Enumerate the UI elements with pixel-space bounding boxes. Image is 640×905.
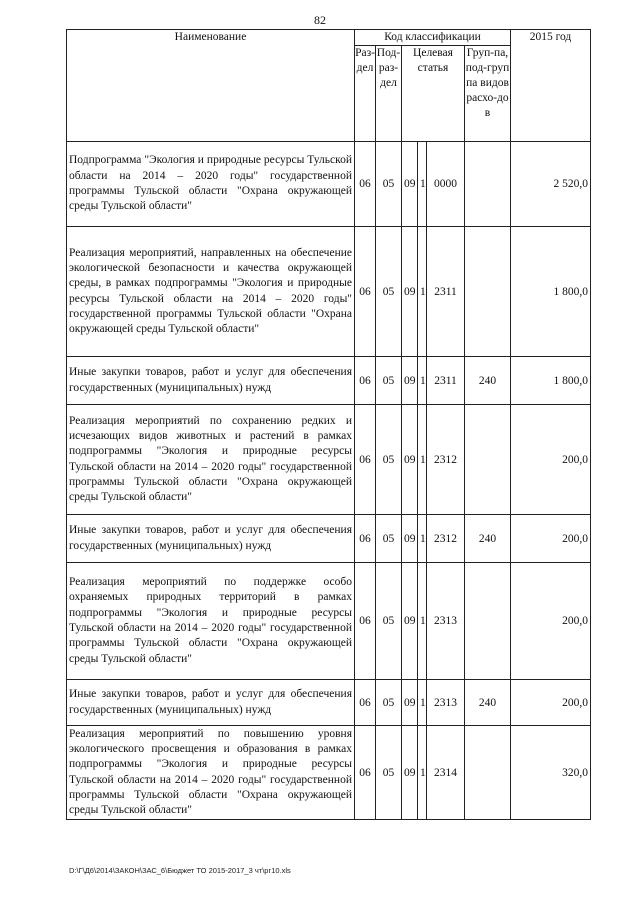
row-target-program: 09 bbox=[402, 515, 418, 563]
row-target-subprogram: 1 bbox=[418, 515, 427, 563]
header-target: Целевая статья bbox=[402, 46, 465, 142]
table-row bbox=[67, 563, 591, 680]
row-expense-group bbox=[465, 563, 511, 680]
row-name: Подпрограмма "Экология и природные ресурсы Тульской области на 2014 – 2020 годы" государственной программы Тульской области "Охрана окружающей среды Тульской области" bbox=[67, 142, 355, 227]
row-expense-group: 240 bbox=[465, 680, 511, 726]
row-amount: 200,0 bbox=[511, 405, 591, 515]
row-target-subprogram: 1 bbox=[418, 142, 427, 227]
row-target-subprogram: 1 bbox=[418, 227, 427, 357]
row-target-direction: 2312 bbox=[427, 405, 465, 515]
row-section: 06 bbox=[355, 142, 376, 227]
row-amount: 1 800,0 bbox=[511, 227, 591, 357]
row-subsection: 05 bbox=[376, 726, 402, 820]
table-row bbox=[67, 515, 591, 563]
row-target-direction: 0000 bbox=[427, 142, 465, 227]
row-name: Реализация мероприятий, направленных на обеспечение экологической безопасности и качества окружающей среды, в рамках подпрограммы "Экология и природные ресурсы Тульской области на 2014 – 2020 годы" государственной программы Тульской области "Охрана окружающей среды Тульской области" bbox=[67, 227, 355, 357]
row-subsection: 05 bbox=[376, 142, 402, 227]
table-row bbox=[67, 405, 591, 515]
row-target-direction: 2311 bbox=[427, 357, 465, 405]
row-amount: 200,0 bbox=[511, 515, 591, 563]
row-target-direction: 2313 bbox=[427, 563, 465, 680]
row-section: 06 bbox=[355, 357, 376, 405]
row-expense-group bbox=[465, 405, 511, 515]
row-target-subprogram: 1 bbox=[418, 357, 427, 405]
row-expense-group bbox=[465, 142, 511, 227]
header-code-group: Код классификации bbox=[355, 30, 511, 46]
row-name: Реализация мероприятий по повышению уровня экологического просвещения и образования в рамках подпрограммы "Экология и природные ресурсы Тульской области на 2014 – 2020 годы" государственной программы Тульской области "Охрана окружающей среды Тульской области" bbox=[67, 726, 355, 820]
row-section: 06 bbox=[355, 405, 376, 515]
row-target-direction: 2311 bbox=[427, 227, 465, 357]
row-name: Реализация мероприятий по сохранению редких и исчезающих видов животных и растений в рамках подпрограммы "Экология и природные ресурсы Тульской области на 2014 – 2020 годы" государственной программы Тульской области "Охрана окружающей среды Тульской области" bbox=[67, 405, 355, 515]
table-row bbox=[67, 227, 591, 357]
row-amount: 2 520,0 bbox=[511, 142, 591, 227]
row-expense-group: 240 bbox=[465, 357, 511, 405]
table-row bbox=[67, 357, 591, 405]
page-number: 82 bbox=[314, 13, 326, 27]
header-section: Раз-дел bbox=[355, 46, 376, 142]
row-subsection: 05 bbox=[376, 405, 402, 515]
row-section: 06 bbox=[355, 563, 376, 680]
row-target-direction: 2314 bbox=[427, 726, 465, 820]
row-amount: 200,0 bbox=[511, 563, 591, 680]
row-subsection: 05 bbox=[376, 515, 402, 563]
row-name: Иные закупки товаров, работ и услуг для обеспечения государственных (муниципальных) нужд bbox=[67, 515, 355, 563]
row-amount: 320,0 bbox=[511, 726, 591, 820]
row-target-program: 09 bbox=[402, 357, 418, 405]
row-target-program: 09 bbox=[402, 563, 418, 680]
row-target-subprogram: 1 bbox=[418, 405, 427, 515]
row-amount: 200,0 bbox=[511, 680, 591, 726]
budget-table bbox=[66, 29, 591, 820]
row-expense-group bbox=[465, 726, 511, 820]
row-section: 06 bbox=[355, 726, 376, 820]
row-name: Реализация мероприятий по поддержке особо охраняемых природных территорий в рамках подпрограммы "Экология и природные ресурсы Тульской области на 2014 – 2020 годы" государственной программы Тульской области "Охрана окружающей среды Тульской области" bbox=[67, 563, 355, 680]
row-subsection: 05 bbox=[376, 227, 402, 357]
row-name: Иные закупки товаров, работ и услуг для обеспечения государственных (муниципальных) нужд bbox=[67, 680, 355, 726]
row-subsection: 05 bbox=[376, 357, 402, 405]
row-target-program: 09 bbox=[402, 726, 418, 820]
row-subsection: 05 bbox=[376, 680, 402, 726]
row-target-direction: 2312 bbox=[427, 515, 465, 563]
header-expense-group: Груп-па, под-группа видов расхо-дов bbox=[465, 46, 511, 142]
row-target-subprogram: 1 bbox=[418, 563, 427, 680]
row-target-program: 09 bbox=[402, 680, 418, 726]
row-target-subprogram: 1 bbox=[418, 680, 427, 726]
header-name: Наименование bbox=[67, 30, 355, 142]
row-section: 06 bbox=[355, 515, 376, 563]
row-section: 06 bbox=[355, 227, 376, 357]
footer-file-path: D:\Г\Д6\2014\ЗАКОН\ЗАС_6\Бюджет ТО 2015-2017_3 чт\рг10.xls bbox=[69, 866, 291, 875]
row-subsection: 05 bbox=[376, 563, 402, 680]
row-expense-group: 240 bbox=[465, 515, 511, 563]
row-target-program: 09 bbox=[402, 227, 418, 357]
row-name: Иные закупки товаров, работ и услуг для обеспечения государственных (муниципальных) нужд bbox=[67, 357, 355, 405]
header-subsection: Под-раз-дел bbox=[376, 46, 402, 142]
table-row bbox=[67, 142, 591, 227]
row-amount: 1 800,0 bbox=[511, 357, 591, 405]
table-row bbox=[67, 726, 591, 820]
table-row bbox=[67, 680, 591, 726]
row-target-program: 09 bbox=[402, 405, 418, 515]
row-target-subprogram: 1 bbox=[418, 726, 427, 820]
row-target-program: 09 bbox=[402, 142, 418, 227]
row-expense-group bbox=[465, 227, 511, 357]
row-target-direction: 2313 bbox=[427, 680, 465, 726]
header-year: 2015 год bbox=[511, 30, 591, 142]
row-section: 06 bbox=[355, 680, 376, 726]
